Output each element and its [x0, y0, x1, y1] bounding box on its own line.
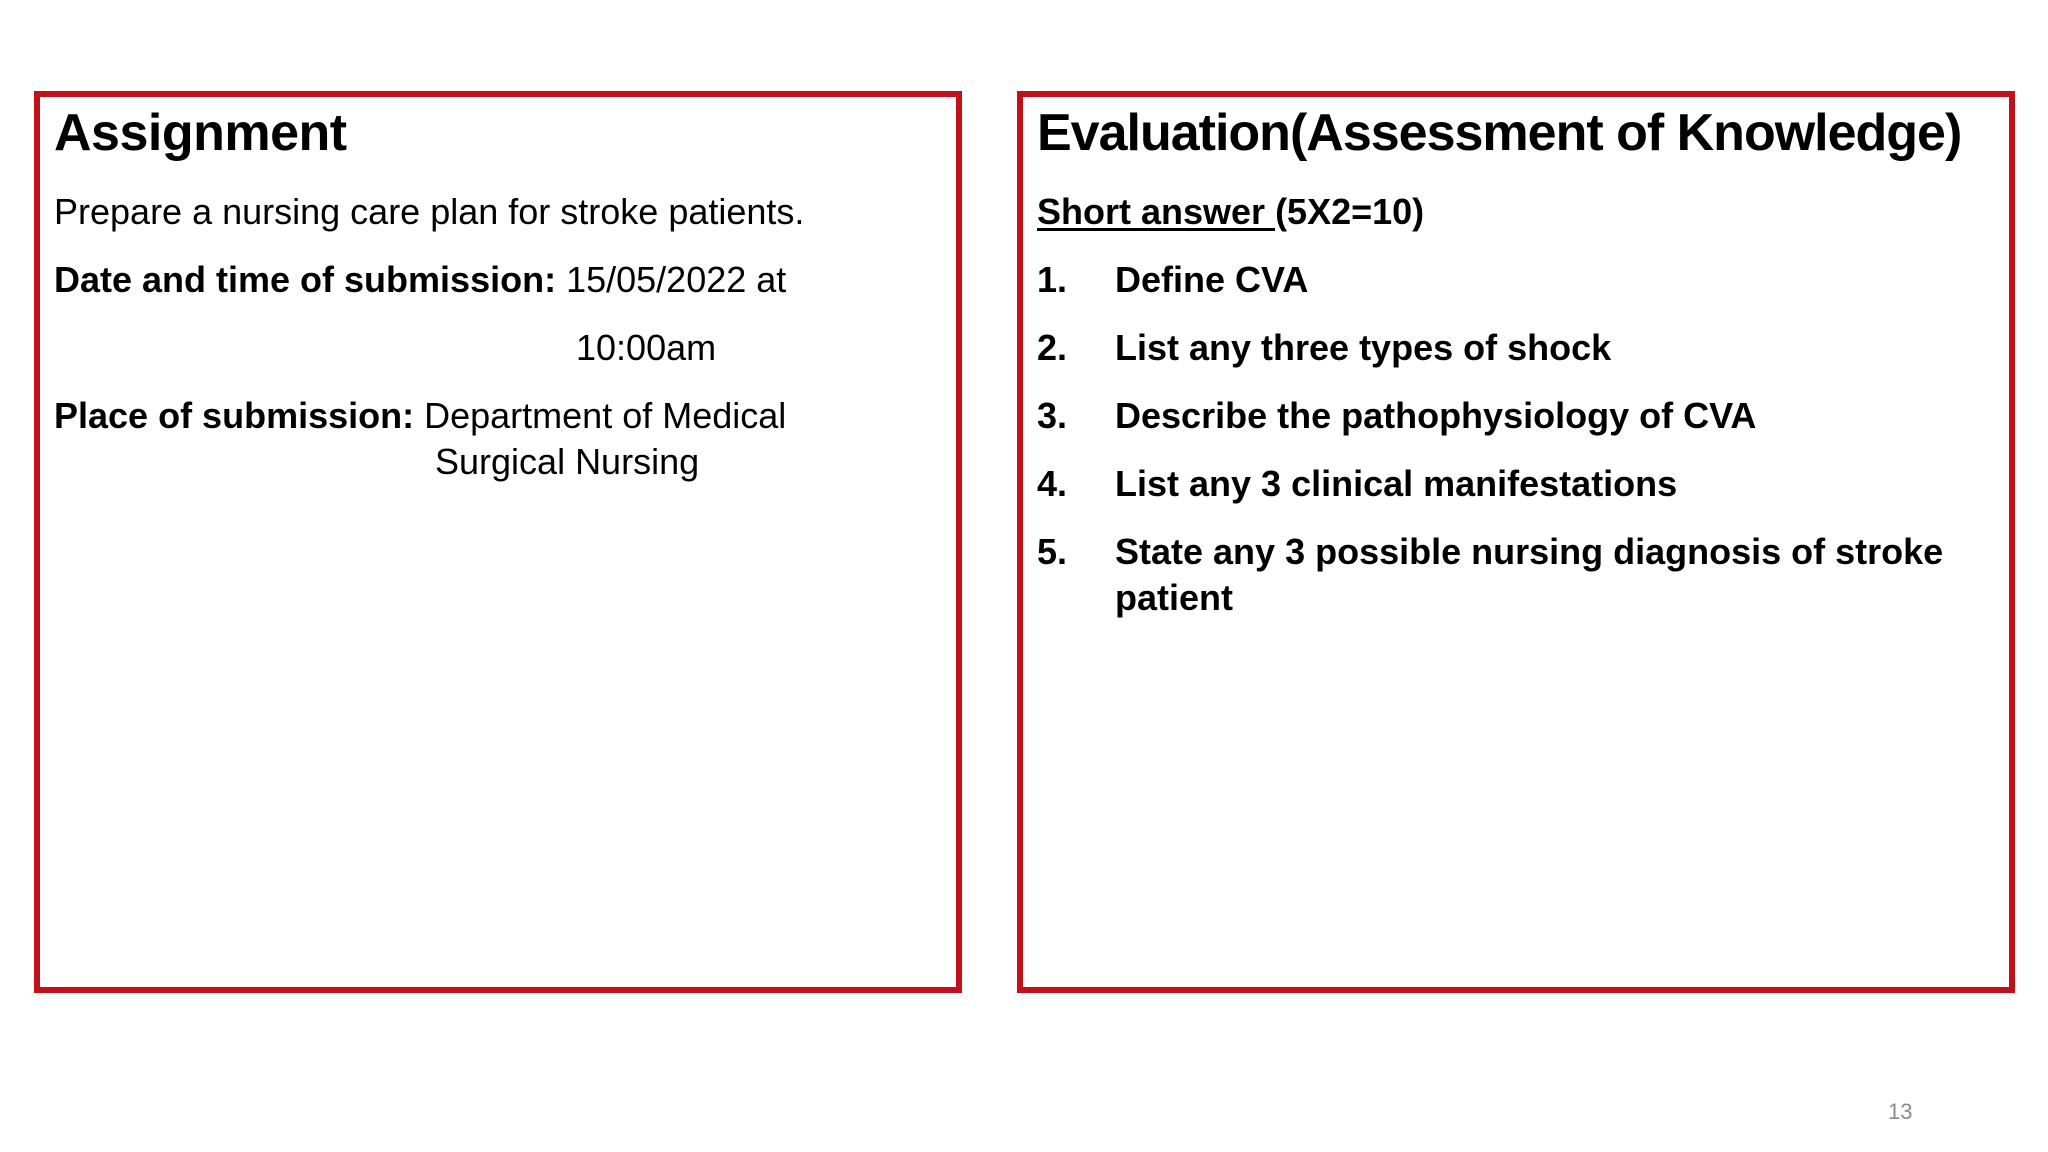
assignment-panel [34, 91, 962, 993]
question-item [1037, 257, 1977, 303]
question-text: Define CVA [1115, 259, 1309, 300]
submission-place-value-1: Department of Medical [424, 395, 787, 436]
evaluation-heading: Evaluation(Assessment of Knowledge) [1037, 104, 1962, 162]
submission-date-value: 15/05/2022 at [566, 259, 787, 300]
submission-place-label: Place of submission: [54, 395, 415, 436]
question-item [1037, 393, 1977, 439]
question-list [1037, 257, 1977, 643]
evaluation-panel [1017, 91, 2015, 993]
question-item [1037, 529, 1977, 621]
short-answer-line [1037, 189, 1424, 235]
question-text: List any 3 clinical manifestations [1115, 463, 1678, 504]
submission-place-line [54, 393, 786, 439]
question-number: 4. [1037, 463, 1068, 504]
submission-date-label: Date and time of submission: [54, 259, 557, 300]
short-answer-marks: (5X2=10) [1275, 191, 1425, 232]
question-number: 2. [1037, 327, 1068, 368]
submission-place-value-2: Surgical Nursing [435, 441, 700, 482]
question-text: Describe the pathophysiology of CVA [1115, 395, 1757, 436]
question-number: 3. [1037, 395, 1068, 436]
question-number: 1. [1037, 259, 1068, 300]
submission-date-line [54, 257, 786, 303]
assignment-task: Prepare a nursing care plan for stroke patients. [54, 191, 805, 232]
question-text: List any three types of shock [1115, 327, 1612, 368]
page-number: 13 [1888, 1099, 1913, 1124]
question-item [1037, 325, 1977, 371]
submission-time-value: 10:00am [576, 327, 717, 368]
assignment-heading: Assignment [54, 104, 347, 162]
question-number: 5. [1037, 531, 1068, 572]
question-item [1037, 461, 1977, 507]
question-text: State any 3 possible nursing diagnosis of stroke patient [1115, 531, 1944, 618]
short-answer-label: Short answer [1037, 191, 1276, 232]
